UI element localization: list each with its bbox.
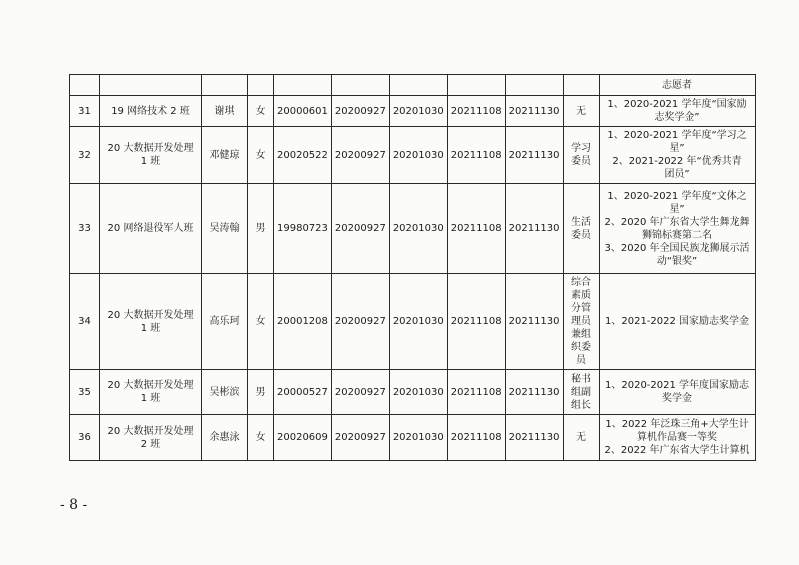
award-line: 奖学金 xyxy=(662,393,693,404)
gender-cell: 男 xyxy=(248,184,274,274)
class-cell: 19 网络技术 2 班 xyxy=(100,96,202,127)
birth-date-cell: 19980723 xyxy=(274,184,332,274)
date-cell: 20201030 xyxy=(389,274,447,370)
date-cell: 20211108 xyxy=(447,184,505,274)
table-row-header xyxy=(70,75,756,96)
class-cell: 20 网络退役军人班 xyxy=(100,184,202,274)
class-cell: 20 大数据开发处理 1 班 xyxy=(100,127,202,184)
birth-date-cell: 20000527 xyxy=(274,370,332,415)
award-line: 1、2020-2021 学年度国家励志 xyxy=(605,380,750,391)
date-cell: 20211130 xyxy=(505,96,563,127)
name-cell: 吴涛翰 xyxy=(202,184,248,274)
award-line: 星” xyxy=(669,143,685,154)
date-cell: 20200927 xyxy=(331,96,389,127)
award-line: 星” xyxy=(669,203,685,215)
table-row xyxy=(70,184,756,274)
date-cell: 20200927 xyxy=(331,415,389,461)
award-line: 1、2020-2021 学年度“学习之 xyxy=(607,130,747,141)
date-cell: 20201030 xyxy=(389,415,447,461)
date-cell xyxy=(505,75,563,96)
class-cell: 20 大数据开发处理 1 班 xyxy=(100,274,202,370)
gender-cell: 女 xyxy=(248,415,274,461)
awards-cell xyxy=(599,370,755,415)
name-cell: 吴彬滨 xyxy=(202,370,248,415)
date-cell: 20211130 xyxy=(505,184,563,274)
table-row xyxy=(70,415,756,461)
award-line: 1、2022 年泛珠三角+大学生计 xyxy=(605,419,749,430)
date-cell: 20200927 xyxy=(331,184,389,274)
date-cell: 20211130 xyxy=(505,274,563,370)
award-line: 1、2020-2021 学年度“文体之 xyxy=(607,190,747,202)
name-cell: 余惠泳 xyxy=(202,415,248,461)
award-line: 团员” xyxy=(664,169,690,180)
gender-cell: 女 xyxy=(248,127,274,184)
award-line: 1、2020-2021 学年度“国家励 xyxy=(607,99,747,110)
role-cell: 无 xyxy=(563,96,599,127)
award-line: 动“银奖” xyxy=(656,255,698,267)
role-cell: 无 xyxy=(563,415,599,461)
awards-cell xyxy=(599,274,755,370)
class-cell: 20 大数据开发处理 1 班 xyxy=(100,370,202,415)
row-number-cell: 33 xyxy=(70,184,100,274)
date-cell: 20201030 xyxy=(389,184,447,274)
birth-date-cell xyxy=(274,75,332,96)
class-cell: 20 大数据开发处理 2 班 xyxy=(100,415,202,461)
role-cell: 秘书组副组长 xyxy=(563,370,599,415)
award-line: 志奖学金” xyxy=(654,112,700,123)
birth-date-cell: 20001208 xyxy=(274,274,332,370)
date-cell: 20201030 xyxy=(389,370,447,415)
date-cell: 20211108 xyxy=(447,96,505,127)
awards-cell xyxy=(599,127,755,184)
awards-cell xyxy=(599,415,755,461)
gender-cell: 女 xyxy=(248,96,274,127)
name-cell: 邓健琼 xyxy=(202,127,248,184)
date-cell: 20201030 xyxy=(389,127,447,184)
table-row xyxy=(70,274,756,370)
row-number-cell: 31 xyxy=(70,96,100,127)
date-cell: 20201030 xyxy=(389,96,447,127)
name-cell: 高乐珂 xyxy=(202,274,248,370)
row-number-cell: 35 xyxy=(70,370,100,415)
role-cell: 综合素质分管理员兼组织委员 xyxy=(563,274,599,370)
awards-cell xyxy=(599,184,755,274)
date-cell: 20211108 xyxy=(447,370,505,415)
award-line: 2、2021-2022 年“优秀共青 xyxy=(612,156,742,167)
date-cell: 20200927 xyxy=(331,370,389,415)
name-cell xyxy=(202,75,248,96)
row-number-cell: 34 xyxy=(70,274,100,370)
name-cell: 谢琪 xyxy=(202,96,248,127)
date-cell: 20211130 xyxy=(505,127,563,184)
table-row xyxy=(70,127,756,184)
student-roster-table xyxy=(69,74,756,461)
table-row xyxy=(70,96,756,127)
date-cell: 20211108 xyxy=(447,274,505,370)
date-cell: 20211108 xyxy=(447,127,505,184)
row-number-cell xyxy=(70,75,100,96)
award-line: 3、2020 年全国民族龙狮展示活 xyxy=(604,242,750,254)
row-number-cell: 32 xyxy=(70,127,100,184)
date-cell xyxy=(389,75,447,96)
gender-cell xyxy=(248,75,274,96)
date-cell: 20211130 xyxy=(505,370,563,415)
role-cell: 生活委员 xyxy=(563,184,599,274)
award-line: 算机作品赛一等奖 xyxy=(637,432,718,443)
date-cell: 20200927 xyxy=(331,274,389,370)
award-line: 2、2022 年广东省大学生计算机 xyxy=(604,445,750,456)
birth-date-cell: 20020522 xyxy=(274,127,332,184)
class-cell xyxy=(100,75,202,96)
birth-date-cell: 20000601 xyxy=(274,96,332,127)
date-cell: 20211108 xyxy=(447,415,505,461)
gender-cell: 女 xyxy=(248,274,274,370)
award-line: 志愿者 xyxy=(662,79,693,91)
award-line: 1、2021-2022 国家励志奖学金 xyxy=(605,316,750,327)
role-cell xyxy=(563,75,599,96)
birth-date-cell: 20020609 xyxy=(274,415,332,461)
table-row xyxy=(70,370,756,415)
date-cell xyxy=(331,75,389,96)
awards-cell xyxy=(599,75,755,96)
role-cell: 学习委员 xyxy=(563,127,599,184)
date-cell: 20200927 xyxy=(331,127,389,184)
date-cell xyxy=(447,75,505,96)
award-line: 狮锦标赛第二名 xyxy=(642,229,713,241)
date-cell: 20211130 xyxy=(505,415,563,461)
gender-cell: 男 xyxy=(248,370,274,415)
row-number-cell: 36 xyxy=(70,415,100,461)
awards-cell xyxy=(599,96,755,127)
award-line: 2、2020 年广东省大学生舞龙舞 xyxy=(604,216,750,228)
page-number: - 8 - xyxy=(60,497,88,513)
